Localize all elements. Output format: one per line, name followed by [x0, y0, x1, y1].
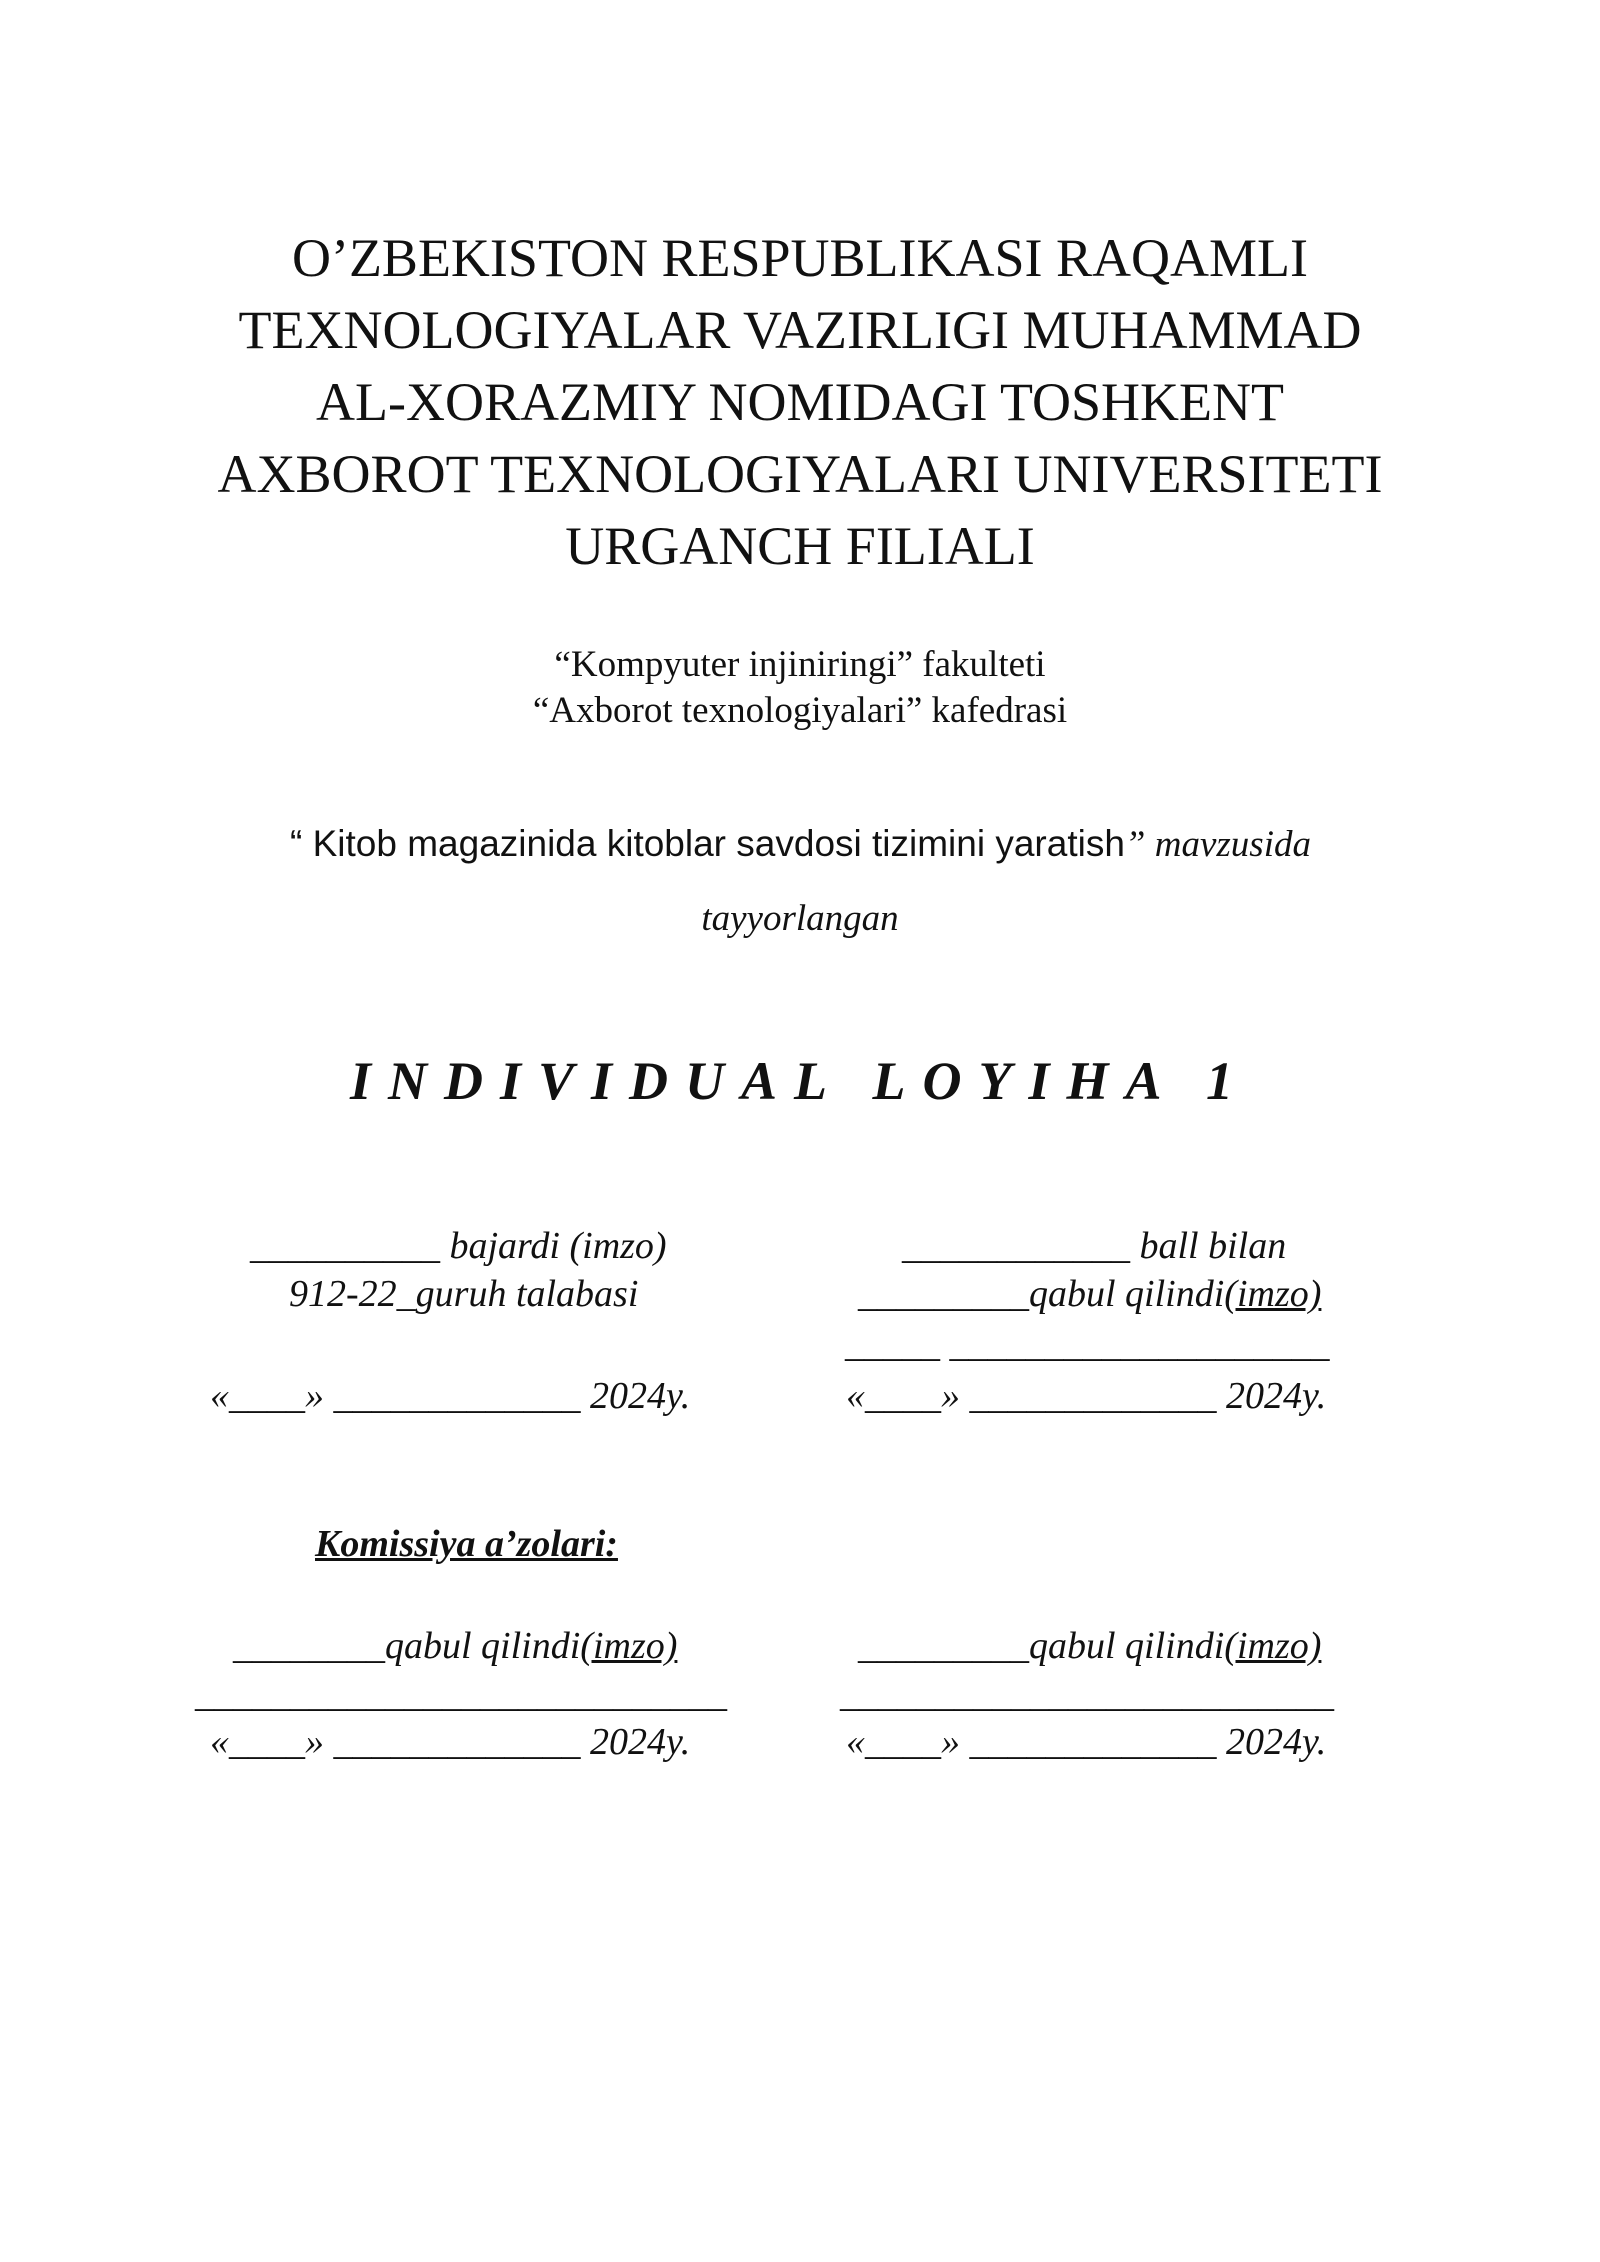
- commission-right-line: __________________________: [840, 1673, 1334, 1715]
- signature-line: _____ ____________________: [845, 1323, 1330, 1365]
- topic-close-quote: ”: [1124, 824, 1146, 865]
- department-info: [0, 642, 1600, 734]
- imzo-label: (imzo): [1224, 1273, 1322, 1315]
- header-line: AXBOROT TEXNOLOGIYALARI UNIVERSITETI: [217, 444, 1383, 504]
- left-date: «____» _____________ 2024y.: [210, 1375, 691, 1417]
- commission-right-date: «____» _____________ 2024y.: [846, 1721, 1327, 1763]
- accepted-blank: _________qabul qilindi: [858, 1273, 1225, 1315]
- student-group: 912-22_guruh talabasi: [289, 1273, 639, 1315]
- project-topic: [290, 820, 1440, 869]
- document-title: INDIVIDUAL LOYIHA 1: [349, 1051, 1251, 1111]
- header-line: TEXNOLOGIYALAR VAZIRLIGI MUHAMMAD: [238, 300, 1362, 360]
- header-line: AL-XORAZMIY NOMIDAGI TOSHKENT: [316, 372, 1284, 432]
- imzo-label: (imzo): [580, 1625, 678, 1667]
- topic-text: Kitob magazinida kitoblar savdosi tizimini yaratish: [302, 823, 1125, 864]
- university-header: [100, 222, 1500, 582]
- accepted-blank: _________qabul qilindi: [858, 1625, 1225, 1667]
- commission-left-date: «____» _____________ 2024y.: [210, 1721, 691, 1763]
- commission-right-accepted: [858, 1622, 1321, 1670]
- imzo-label: (imzo): [1224, 1625, 1322, 1667]
- chair-name: “Axborot texnologiyalari” kafedrasi: [532, 690, 1068, 731]
- header-line: O’ZBEKISTON RESPUBLIKASI RAQAMLI: [291, 228, 1309, 288]
- commission-heading: Komissiya a’zolari:: [315, 1523, 618, 1565]
- score-line: ____________ ball bilan: [902, 1225, 1287, 1267]
- topic-suffix: mavzusida: [1145, 824, 1311, 865]
- faculty-name: “Kompyuter injiniringi” fakulteti: [554, 644, 1046, 685]
- commission-left-line: ____________________________: [195, 1673, 727, 1715]
- header-line: URGANCH FILIALI: [565, 516, 1035, 576]
- accepted-blank: ________qabul qilindi: [233, 1625, 581, 1667]
- right-date: «____» _____________ 2024y.: [846, 1375, 1327, 1417]
- accepted-signature: [858, 1270, 1321, 1318]
- performed-signature: __________ bajardi (imzo): [250, 1225, 667, 1267]
- commission-left-accepted: [233, 1622, 677, 1670]
- prepared-label: tayyorlangan: [701, 898, 899, 939]
- topic-open-quote: “: [290, 823, 303, 864]
